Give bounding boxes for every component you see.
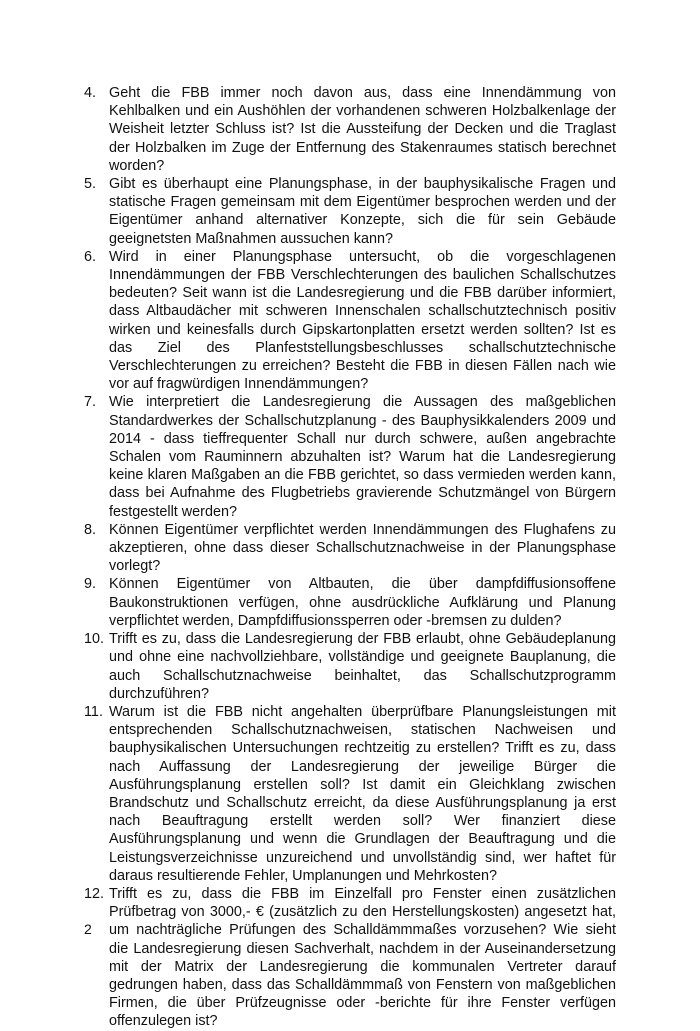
question-text: Können Eigentümer verpflichtet werden Innendämmungen des Flughafens zu akzeptieren, ohne dass dieser Schallschutznachweise in der Planungsphase vorlegt? <box>109 521 616 575</box>
question-item <box>84 84 616 175</box>
question-item <box>84 630 616 703</box>
question-item <box>84 393 616 520</box>
question-text: Warum ist die FBB nicht angehalten überprüfbare Planungsleistungen mit entsprechenden Schallschutznachweisen, statischen Nachweisen und bauphysikalischen Untersuchungen rechtzeitig zu erstellen? Trifft es zu, dass nach Auffassung der Landesregierung der jeweilige Bürger die Ausführungsplanung erstellen soll? Ist damit ein Gleichklang zwischen Brandschutz und Schallschutz erreicht, da diese Ausführungsplanung ja erst nach Beauftragung erstellt werden soll? Wer finanziert diese Ausführungsplanung und wenn die Grundlagen der Beauftragung und die Leistungsverzeichnisse unzureichend und unvollständig sind, wer haftet für daraus resultierende Fehler, Umplanungen und Mehrkosten? <box>109 703 616 884</box>
question-text: Trifft es zu, dass die FBB im Einzelfall pro Fenster einen zusätzlichen Prüfbetrag von 3000,- € (zusätzlich zu den Herstellungskosten) angesetzt hat, um nachträgliche Prüfungen des Schalldämmmaßes vorzusehen? Wie sieht die Landesregierung diesen Sachverhalt, nachdem in der Auseinandersetzung mit der Matrix der Landesregierung die kommunalen Vertreter darauf gedrungen haben, dass das Schalldämmmaß von Fenstern von maßgeblichen Firmen, die über Prüfzeugnisse oder -berichte für ihre Fenster verfügen offenzulegen ist? <box>109 885 616 1030</box>
question-number: 4. <box>84 85 97 101</box>
question-text: Wird in einer Planungsphase untersucht, ob die vorgeschlagenen Innendämmungen der FBB Verschlechterungen des baulichen Schallschutzes bedeuten? Seit wann ist die Landesregierung und die FBB darüber informiert, dass Altbaudächer mit schweren Innenschalen schallschutztechnisch positiv wirken und keinesfalls durch Gipskartonplatten ersetzt werden sollten? Ist es das Ziel des Planfeststellungsbeschlusses schallschutztechnische Verschlechterungen zu erreichen? Besteht die FBB in diesen Fällen nach wie vor auf fragwürdigen Innendämmungen? <box>109 248 616 393</box>
question-number: 10. <box>84 631 105 648</box>
question-number: 6. <box>84 248 97 265</box>
question-number: 11. <box>84 703 103 720</box>
question-number: 9. <box>84 576 97 593</box>
question-number: 5. <box>84 176 97 193</box>
question-item <box>84 703 616 885</box>
question-text: Gibt es überhaupt eine Planungsphase, in der bauphysikalische Fragen und statische Fragen gemeinsam mit dem Eigentümer besprochen werden und der Eigentümer anhand alternativer Konzepte, sich die für sein Gebäude geeignetsten Maßnahmen aussuchen kann? <box>109 176 616 247</box>
question-item <box>84 521 616 576</box>
question-text: Geht die FBB immer noch davon aus, dass eine Innendämmung von Kehlbalken und ein Aushöhlen der vorhandenen schweren Holzbalkenlage der Weisheit letzter Schluss ist? Ist die Aussteifung der Decken und die Traglast der Holzbalken im Zuge der Entfernung des Stakenraumes statisch berechnet worden? <box>109 85 616 174</box>
question-item <box>84 885 616 1031</box>
question-item <box>84 248 616 394</box>
question-list <box>84 84 616 1031</box>
question-item <box>84 575 616 630</box>
question-number: 7. <box>84 394 97 411</box>
question-number: 12. <box>84 885 105 902</box>
question-text: Können Eigentümer von Altbauten, die über dampfdiffusionsoffene Baukonstruktionen verfügen, ohne ausdrückliche Aufklärung und Planung verpflichtet werden, Dampfdiffusionssperren oder -bremsen zu dulden? <box>109 576 616 629</box>
question-text: Wie interpretiert die Landesregierung die Aussagen des maßgeblichen Standardwerkes der Schallschutzplanung - des Bauphysikkalenders 2009 und 2014 - dass tieffrequenter Schall nur durch schwere, außen angebrachte Schalen vom Rauminnern abzuhalten ist? Warum hat die Landesregierung keine klaren Maßgaben an die FBB gerichtet, so dass vermieden werden kann, dass bei Aufnahme des Flugbetriebs gravierende Schutzmängel von Bürgern festgestellt werden? <box>109 394 616 520</box>
page-number: 2 <box>84 921 92 937</box>
question-text: Trifft es zu, dass die Landesregierung der FBB erlaubt, ohne Gebäudeplanung und ohne eine nachvollziehbare, vollständige und geeignete Bauplanung, die auch Schallschutznachweise beinhaltet, das Schallschutzprogramm durchzuführen? <box>109 631 616 702</box>
question-item <box>84 175 616 248</box>
question-number: 8. <box>84 521 97 538</box>
